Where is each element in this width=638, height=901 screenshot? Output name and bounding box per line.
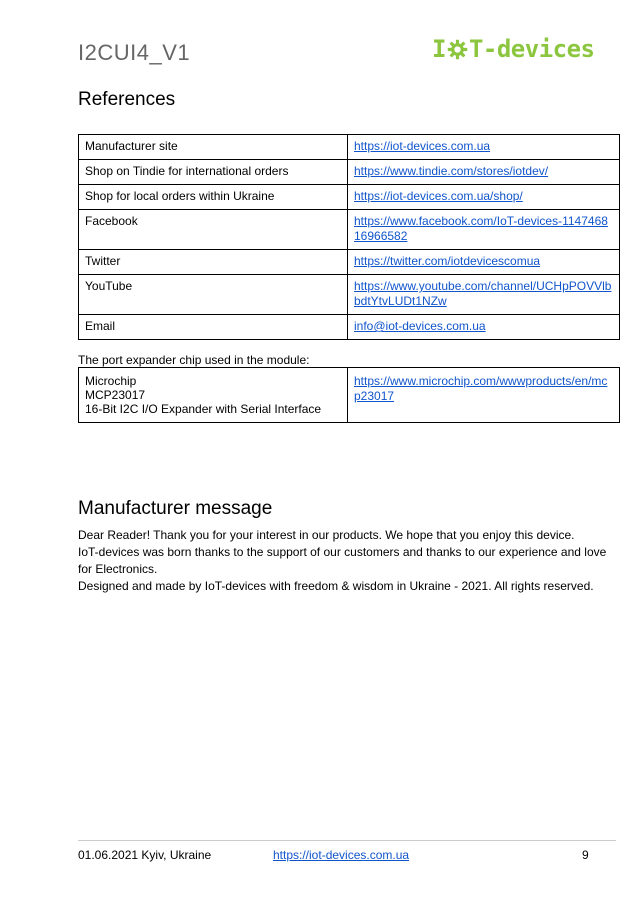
table-row bbox=[79, 275, 620, 315]
manufacturer-message-body bbox=[78, 527, 623, 595]
microchip-product-link[interactable]: https://www.microchip.com/wwwproducts/en/mcp23017 bbox=[354, 374, 608, 403]
iot-devices-logo bbox=[432, 33, 598, 65]
footer-divider bbox=[78, 840, 616, 841]
chip-caption: The port expander chip used in the module: bbox=[78, 353, 310, 367]
table-row bbox=[79, 210, 620, 250]
row-label: Shop on Tindie for international orders bbox=[79, 160, 348, 185]
row-label: Email bbox=[79, 315, 348, 340]
references-heading: References bbox=[78, 89, 176, 110]
manufacturer-site-link[interactable]: https://iot-devices.com.ua bbox=[354, 139, 491, 153]
message-paragraph: Dear Reader! Thank you for your interest in our products. We hope that you enjoy this device. bbox=[78, 528, 575, 542]
table-row bbox=[79, 135, 620, 160]
message-paragraph: IoT-devices was born thanks to the support of our customers and thanks to our experience and love for Electronics. bbox=[78, 545, 607, 576]
gear-icon bbox=[447, 39, 468, 60]
chip-description bbox=[79, 368, 348, 423]
facebook-link[interactable]: https://www.facebook.com/IoT-devices-114746816966582 bbox=[354, 214, 608, 243]
row-label: Twitter bbox=[79, 250, 348, 275]
table-row bbox=[79, 160, 620, 185]
twitter-link[interactable]: https://twitter.com/iotdevicescomua bbox=[354, 254, 541, 268]
table-row bbox=[79, 368, 620, 423]
logo-text bbox=[432, 37, 595, 61]
row-label: Shop for local orders within Ukraine bbox=[79, 185, 348, 210]
row-label: YouTube bbox=[79, 275, 348, 315]
table-row bbox=[79, 315, 620, 340]
logo-text-right: T-devices bbox=[468, 35, 595, 63]
logo-text-left: I bbox=[432, 35, 446, 63]
tindie-shop-link[interactable]: https://www.tindie.com/stores/iotdev/ bbox=[354, 164, 549, 178]
chip-part-number: MCP23017 bbox=[85, 388, 146, 402]
document-title: I2CUI4_V1 bbox=[78, 40, 191, 65]
footer-date-place: 01.06.2021 Kyiv, Ukraine bbox=[78, 848, 212, 862]
table-row bbox=[79, 250, 620, 275]
youtube-link[interactable]: https://www.youtube.com/channel/UCHpPOVVlbbdtYtvLUDt1NZw bbox=[354, 279, 612, 308]
local-shop-link[interactable]: https://iot-devices.com.ua/shop/ bbox=[354, 189, 523, 203]
email-link[interactable]: info@iot-devices.com.ua bbox=[354, 319, 486, 333]
message-paragraph: Designed and made by IoT-devices with freedom & wisdom in Ukraine - 2021. All rights reserved. bbox=[78, 579, 594, 593]
references-table bbox=[78, 134, 620, 340]
chip-vendor: Microchip bbox=[85, 374, 137, 388]
chip-table bbox=[78, 367, 620, 423]
row-label: Facebook bbox=[79, 210, 348, 250]
page-number: 9 bbox=[582, 848, 589, 862]
chip-summary: 16-Bit I2C I/O Expander with Serial Interface bbox=[85, 402, 322, 416]
row-label: Manufacturer site bbox=[79, 135, 348, 160]
manufacturer-message-heading: Manufacturer message bbox=[78, 498, 273, 519]
table-row bbox=[79, 185, 620, 210]
footer-site-link[interactable]: https://iot-devices.com.ua bbox=[273, 848, 410, 862]
